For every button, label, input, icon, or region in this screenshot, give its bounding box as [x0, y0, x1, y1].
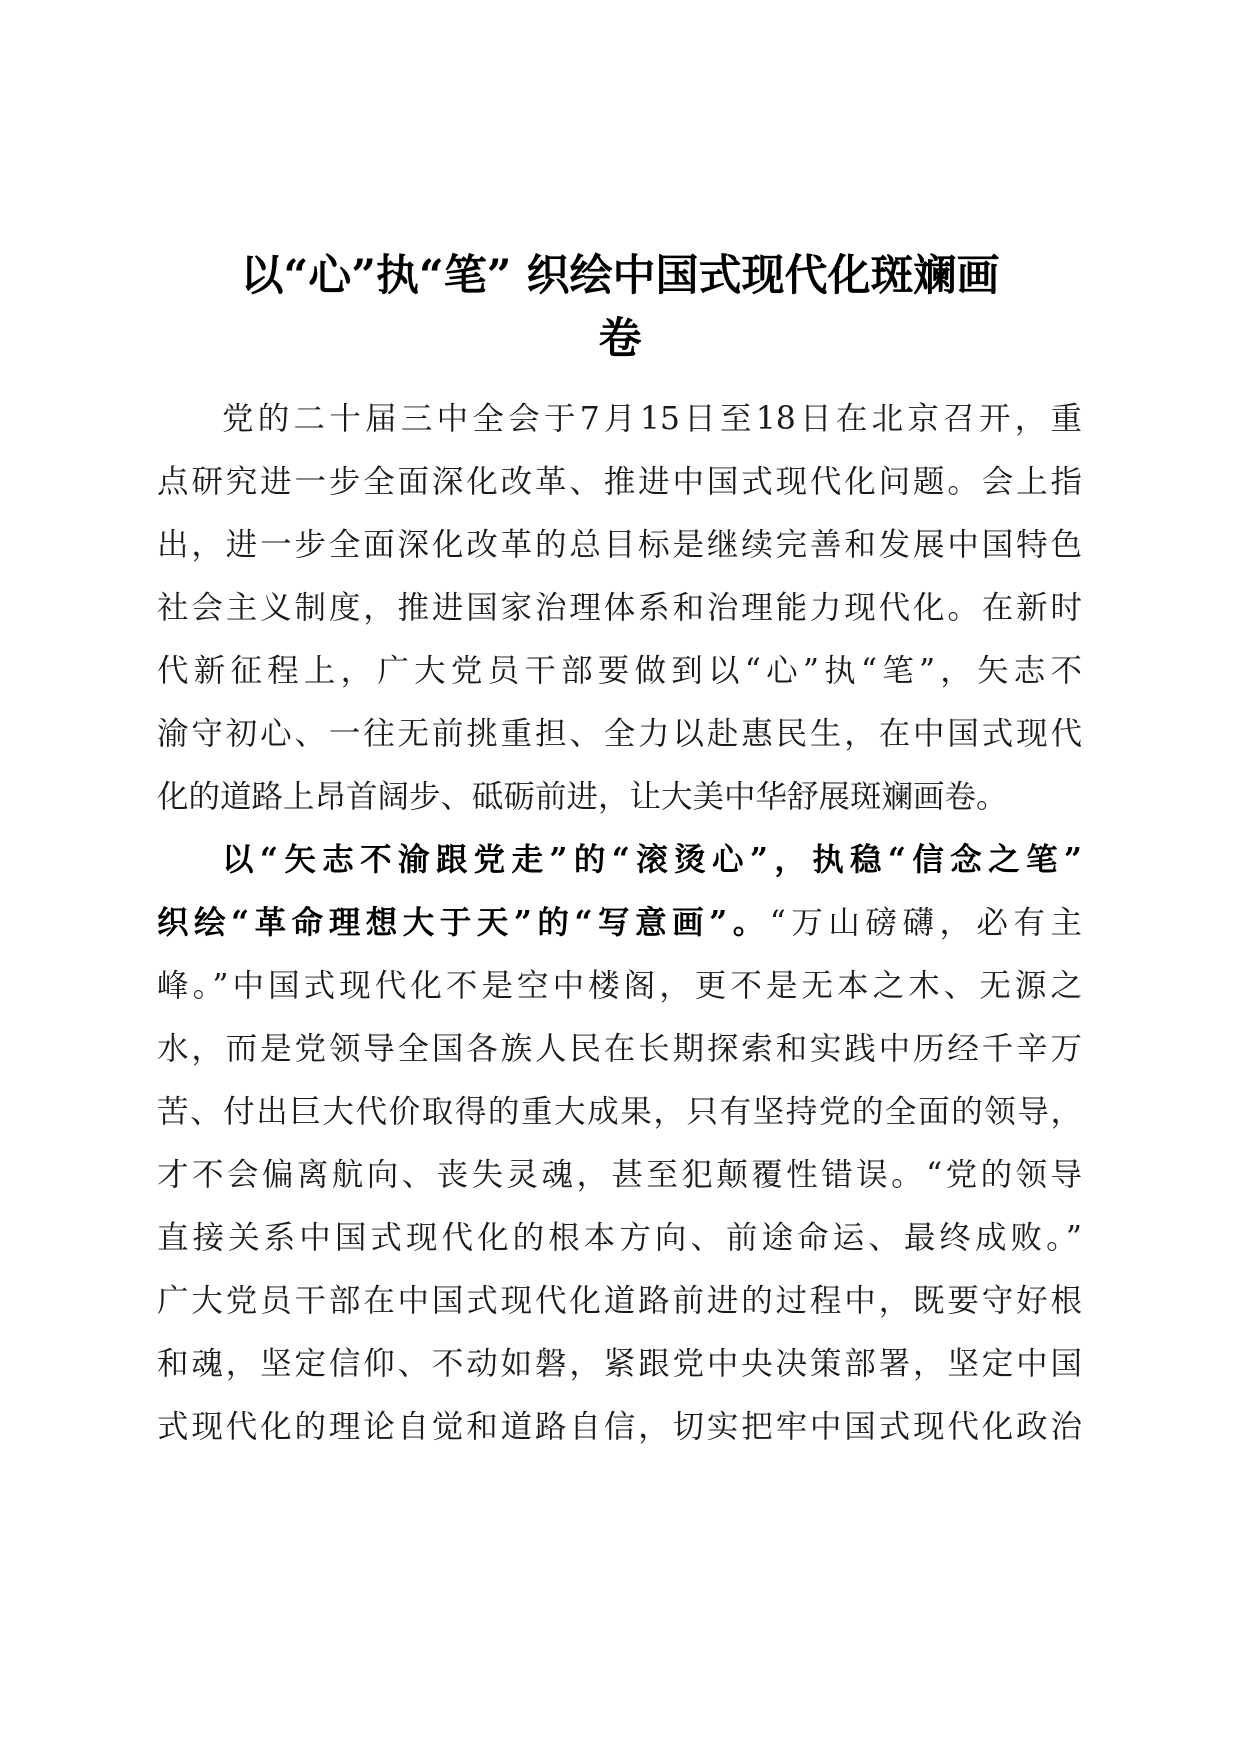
paragraph-2-line: 式现代化的理论自觉和道路自信，切实把牢中国式现代化政治	[157, 1409, 1082, 1445]
paragraph-1-line: 社会主义制度，推进国家治理体系和治理能力现代化。在新时	[157, 590, 1082, 626]
paragraph-1-line: 党的二十届三中全会于7月15日至18日在北京召开，重	[222, 401, 1082, 437]
paragraph-2-line: 和魂，坚定信仰、不动如磐，紧跟党中央决策部署，坚定中国	[157, 1346, 1082, 1382]
paragraph-2-line: 峰。”中国式现代化不是空中楼阁，更不是无本之木、无源之	[157, 968, 1082, 1004]
document-title-line-2: 卷	[598, 314, 642, 364]
paragraph-2-normal-segment: “万山磅礴，必有主	[769, 905, 1082, 941]
paragraph-1-line: 化的道路上昂首阔步、砥砺前进，让大美中华舒展斑斓画卷。	[157, 779, 1008, 815]
paragraph-2-line: 直接关系中国式现代化的根本方向、前途命运、最终成败。”	[157, 1220, 1082, 1256]
paragraph-2-line-mixed	[157, 902, 1082, 944]
paragraph-2-heading-line: 以“矢志不渝跟党走”的“滚烫心”，执稳“信念之笔”	[222, 841, 1082, 878]
paragraph-2-line: 广大党员干部在中国式现代化道路前进的过程中，既要守好根	[157, 1283, 1082, 1319]
paragraph-2-bold-segment: 织绘“革命理想大于天”的“写意画”。	[157, 904, 770, 941]
paragraph-1-line: 点研究进一步全面深化改革、推进中国式现代化问题。会上指	[157, 464, 1082, 500]
paragraph-2-line: 水，而是党领导全国各族人民在长期探索和实践中历经千辛万	[157, 1031, 1082, 1067]
paragraph-2-line: 才不会偏离航向、丧失灵魂，甚至犯颠覆性错误。“党的领导	[157, 1157, 1082, 1193]
document-title-line-1: 以“心”执“笔” 织绘中国式现代化斑斓画	[240, 251, 1000, 301]
paragraph-2-line: 苦、付出巨大代价取得的重大成果，只有坚持党的全面的领导，	[157, 1094, 1082, 1130]
paragraph-1-line: 出，进一步全面深化改革的总目标是继续完善和发展中国特色	[157, 527, 1082, 563]
paragraph-1-line: 代新征程上，广大党员干部要做到以“心”执“笔”，矢志不	[157, 653, 1082, 689]
paragraph-1-line: 渝守初心、一往无前挑重担、全力以赴惠民生，在中国式现代	[157, 716, 1082, 752]
